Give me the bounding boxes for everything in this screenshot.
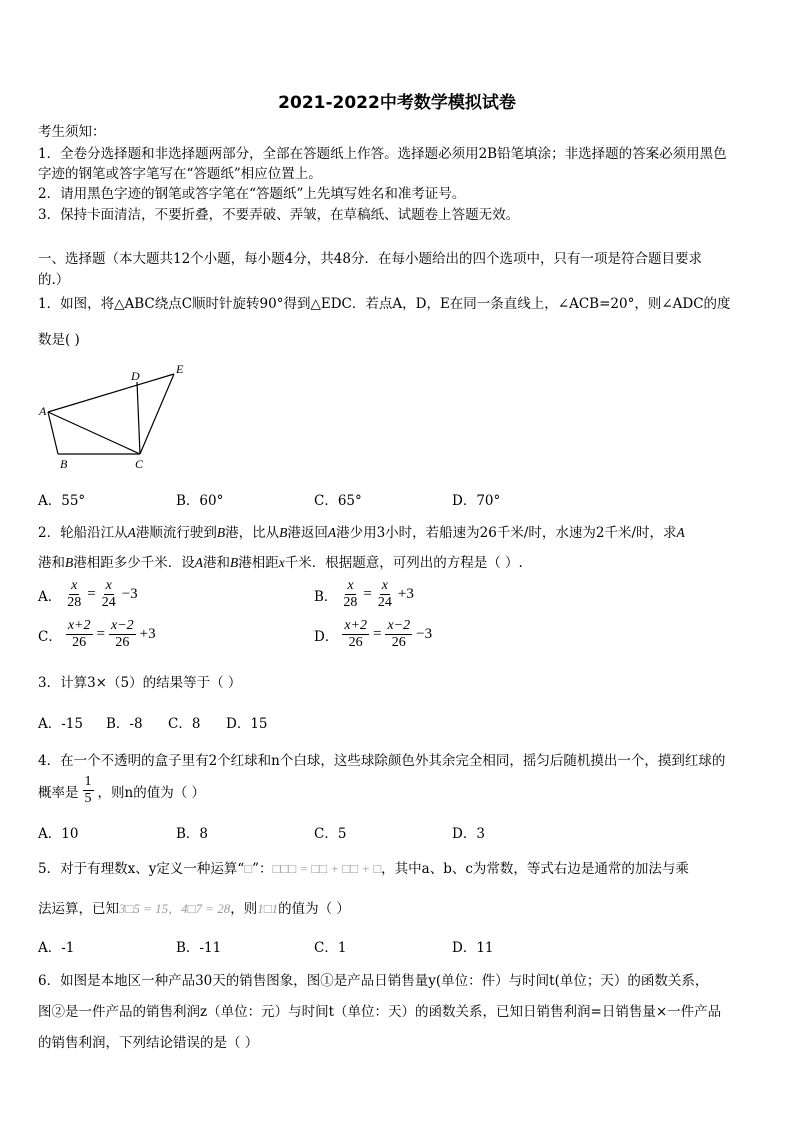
q4-option-c[interactable]: C．5 — [314, 826, 347, 842]
q2-stem-line-1: 2．轮船沿江从A港顺流行驶到B港，比从B港返回A港少用3小时，若船速为26千米/时，水速为2千米/时，求A — [38, 525, 685, 541]
segment-ac — [48, 412, 140, 454]
section-heading-line-1: 一、选择题（本大题共12个小题，每小题4分，共48分．在每小题给出的四个选项中，只有一项是符合题目要求 — [38, 251, 702, 267]
q1-option-d[interactable]: D．70° — [452, 493, 501, 509]
q5-stem-line-2: 法运算，已知3□5 = 15，4□7 = 28，则1□1的值为（ ） — [38, 901, 350, 917]
q1-stem-line-2: 数是( ) — [38, 332, 80, 348]
q5-option-b[interactable]: B．-11 — [176, 940, 222, 956]
q2-option-a[interactable]: A． $\frac{x}{28}$ = $\frac{x}{24}$ −3 — [38, 578, 138, 610]
q6-stem-line-3: 的销售利润，下列结论错误的是（ ） — [38, 1035, 259, 1051]
q2-option-b[interactable]: B． $\frac{x}{28}$ = $\frac{x}{24}$ +3 — [314, 578, 414, 610]
q3-option-d[interactable]: D．15 — [226, 716, 268, 732]
q4-option-b[interactable]: B．8 — [176, 826, 209, 842]
q1-stem-line-1: 1．如图，将△ABC绕点C顺时针旋转90°得到△EDC．若点A，D，E在同一条直线上，∠ACB=20°，则∠ADC的度 — [38, 296, 731, 312]
label-c: C — [135, 457, 144, 471]
label-e: E — [176, 362, 184, 376]
label-a: A — [39, 404, 47, 418]
label-d: D — [131, 369, 140, 383]
q1-option-b[interactable]: B．60° — [176, 493, 224, 509]
q5-stem-line-1: 5．对于有理数x、y定义一种运算“□”：□□□ = □□ + □□ + □，其中a、b、c为常数，等式右边是通常的加法与乘 — [38, 861, 689, 877]
page-title: 2021-2022中考数学模拟试卷 — [278, 93, 516, 113]
q4-option-d[interactable]: D．3 — [452, 826, 485, 842]
segment-ae — [48, 374, 174, 412]
label-b: B — [60, 457, 68, 471]
notice-line-3: 2．请用黑色字迹的钢笔或答字笔在“答题纸”上先填写姓名和准考证号。 — [38, 186, 466, 202]
q2-option-d[interactable]: D． $\frac{x+2}{26}$ = $\frac{x-2}{26}$ −3 — [314, 618, 433, 650]
notice-line-2: 字迹的钢笔或答字笔写在“答题纸”相应位置上。 — [38, 166, 322, 182]
section-heading-line-2: 的.） — [38, 272, 70, 288]
segment-ab — [48, 412, 58, 454]
q5-option-a[interactable]: A．-1 — [38, 940, 75, 956]
q1-option-a[interactable]: A．55° — [38, 493, 86, 509]
q1-triangle-figure — [36, 360, 196, 475]
segment-dc — [137, 382, 140, 454]
q4-stem-line-1: 4．在一个不透明的盒子里有2个红球和n个白球，这些球除颜色外其余完全相同，摇匀后随机摸出一个，摸到红球的 — [38, 753, 726, 769]
q5-option-d[interactable]: D．11 — [452, 940, 494, 956]
q2-option-c[interactable]: C． $\frac{x+2}{26}$ = $\frac{x-2}{26}$ +3 — [38, 618, 156, 650]
notice-line-4: 3．保持卡面清洁，不要折叠，不要弄破、弄皱，在草稿纸、试题卷上答题无效。 — [38, 207, 520, 223]
q4-stem-line-2: 概率是 $\frac{1}{5}$ ，则n的值为（ ） — [38, 774, 205, 806]
q3-option-b[interactable]: B．-8 — [106, 716, 143, 732]
notice-line-1: 1．全卷分选择题和非选择题两部分，全部在答题纸上作答。选择题必须用2B铅笔填涂；非选择题的答案必须用黑色 — [38, 146, 727, 162]
q3-option-a[interactable]: A．-15 — [38, 716, 83, 732]
q3-option-c[interactable]: C．8 — [168, 716, 201, 732]
q5-option-c[interactable]: C．1 — [314, 940, 347, 956]
q2-stem-line-2: 港和B港相距多少千米．设A港和B港相距x千米．根据题意，可列出的方程是（ ）. — [38, 555, 523, 571]
notice-heading: 考生须知： — [38, 124, 106, 140]
q6-stem-line-1: 6．如图是本地区一种产品30天的销售图象，图①是产品日销售量y(单位：件）与时间t(单位；天）的函数关系， — [38, 973, 709, 989]
q6-stem-line-2: 图②是一件产品的销售利润z（单位：元）与时间t（单位：天）的函数关系，已知日销售利润=日销售量×一件产品 — [38, 1004, 722, 1020]
segment-ec — [140, 374, 174, 454]
q1-option-c[interactable]: C．65° — [314, 493, 362, 509]
q3-stem: 3．计算3×（5）的结果等于（ ） — [38, 675, 242, 691]
q4-option-a[interactable]: A．10 — [38, 826, 79, 842]
